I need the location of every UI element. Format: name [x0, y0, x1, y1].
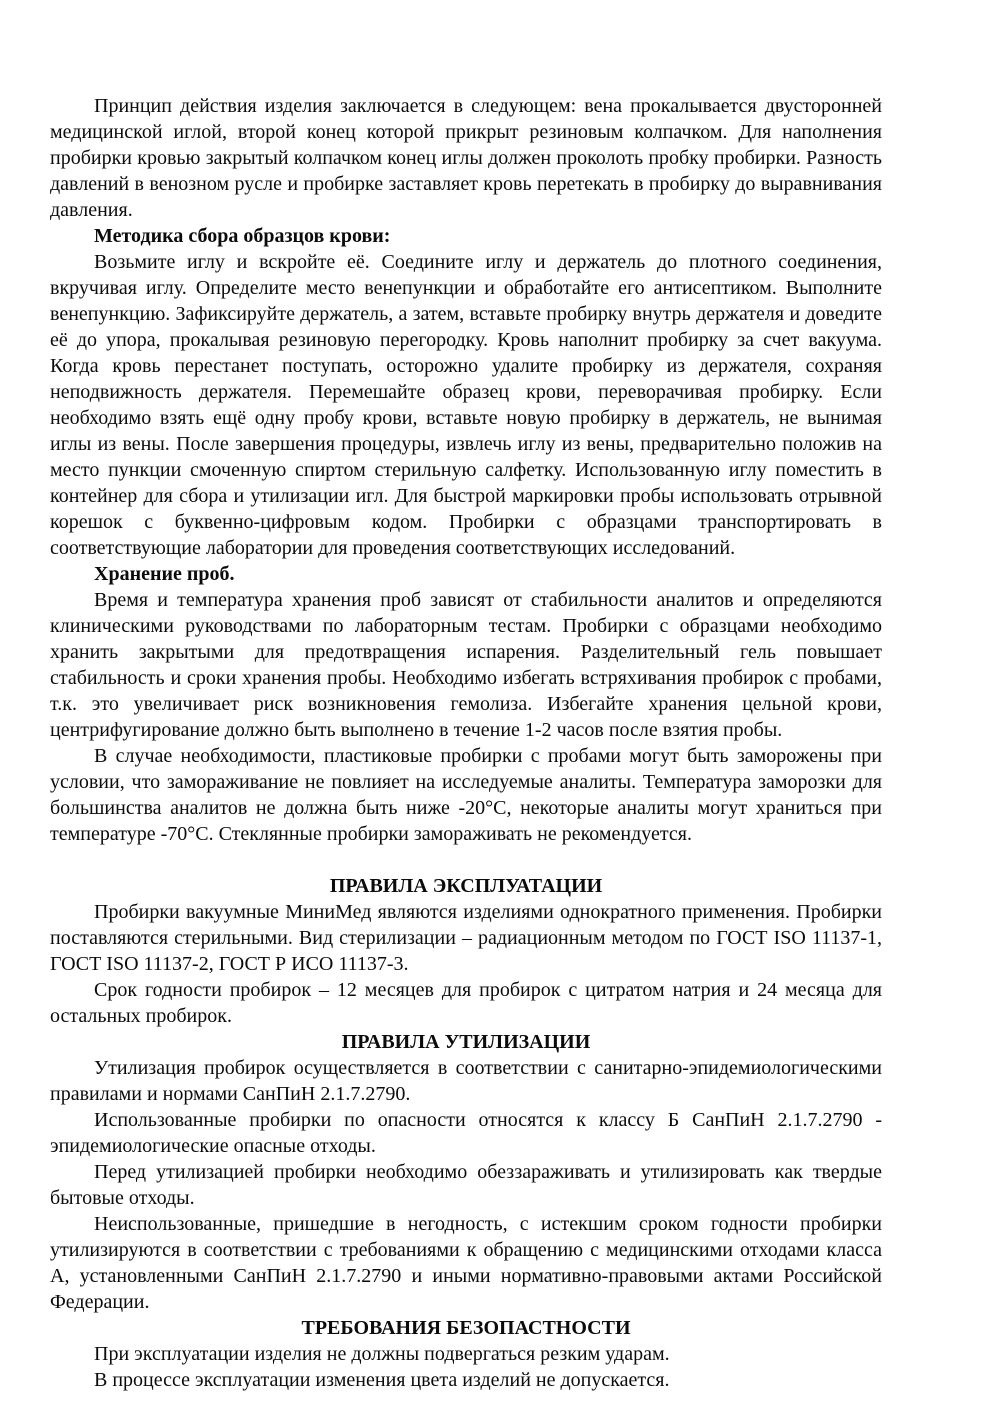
paragraph-decontamination: Перед утилизацией пробирки необходимо обеззараживать и утилизировать как твердые бытовые отходы.: [50, 1161, 882, 1209]
paragraph-disposal-sanpin: Утилизация пробирок осуществляется в соответствии с санитарно-эпидемиологическими правилами и нормами СанПиН 2.1.7.2790.: [50, 1057, 882, 1105]
paragraph-collection-procedure: Возьмите иглу и вскройте её. Соедините иглу и держатель до плотного соединения, вкручивая иглу. Определите место венепункции и обработайте его антисептиком. Выполните венепункцию. Зафиксируйте держатель, а затем, вставьте пробирку внутрь держателя и доведите её до упора, прокалывая резиновую перегородку. Кровь наполнит пробирку за счет вакуума. Когда кровь перестанет поступать, осторожно удалите пробирку из держателя, сохраняя неподвижность держателя. Перемешайте образец крови, переворачивая пробирку. Если необходимо взять ещё одну пробу крови, вставьте новую пробирку в держатель, не вынимая иглы из вены. После завершения процедуры, извлечь иглу из вены, предварительно положив на место пункции смоченную спиртом стерильную салфетку. Использованную иглу поместить в контейнер для сбора и утилизации игл. Для быстрой маркировки пробы использовать отрывной корешок с буквенно-цифровым кодом. Пробирки с образцами транспортировать в соответствующие лаборатории для проведения соответствующих исследований.: [50, 251, 882, 559]
heading-sample-storage: Хранение проб.: [94, 563, 235, 585]
paragraph-storage-conditions: Время и температура хранения проб зависят от стабильности аналитов и определяются клиническими руководствами по лабораторным тестам. Пробирки с образцами необходимо хранить закрытыми для предотвращения испарения. Разделительный гель повышает стабильность и сроки хранения пробы. Необходимо избегать встряхивания пробирок с пробами, т.к. это увеличивает риск возникновения гемолиза. Избегайте хранения цельной крови, центрифугирование должно быть выполнено в течение 1-2 часов после взятия пробы.: [50, 589, 882, 741]
heading-blood-collection-method: Методика сбора образцов крови:: [94, 225, 391, 247]
paragraph-shelf-life: Срок годности пробирок – 12 месяцев для пробирок с цитратом натрия и 24 месяца для остальных пробирок.: [50, 979, 882, 1027]
heading-operation-rules: ПРАВИЛА ЭКСПЛУАТАЦИИ: [329, 875, 603, 897]
paragraph-no-color-change: В процессе эксплуатации изменения цвета изделий не допускается.: [94, 1369, 670, 1391]
heading-safety-requirements: ТРЕБОВАНИЯ БЕЗОПАСТНОСТИ: [301, 1317, 631, 1339]
paragraph-freezing: В случае необходимости, пластиковые пробирки с пробами могут быть заморожены при условии, что замораживание не повлияет на исследуемые аналиты. Температура заморозки для большинства аналитов не должна быть ниже -20°С, некоторые аналиты могут храниться при температуре -70°С. Стеклянные пробирки замораживать не рекомендуется.: [50, 745, 882, 845]
paragraph-single-use-sterilization: Пробирки вакуумные МиниМед являются изделиями однократного применения. Пробирки поставляются стерильными. Вид стерилизации – радиационным методом по ГОСТ ISO 11137-1, ГОСТ ISO 11137-2, ГОСТ Р ИСО 11137-3.: [50, 901, 882, 975]
paragraph-class-b-waste: Использованные пробирки по опасности относятся к классу Б СанПиН 2.1.7.2790 - эпидемиологические опасные отходы.: [50, 1109, 882, 1157]
paragraph-no-sharp-impacts: При эксплуатации изделия не должны подвергаться резким ударам.: [94, 1343, 670, 1365]
paragraph-principle: Принцип действия изделия заключается в следующем: вена прокалывается двусторонней медицинской иглой, второй конец которой прикрыт резиновым колпачком. Для наполнения пробирки кровью закрытый колпачком конец иглы должен проколоть пробку пробирки. Разность давлений в венозном русле и пробирке заставляет кровь перетекать в пробирку до выравнивания давления.: [50, 95, 882, 221]
paragraph-unused-tubes-disposal: Неиспользованные, пришедшие в негодность, с истекшим сроком годности пробирки утилизируются в соответствии с требованиями к обращению с медицинскими отходами класса А, установленными СанПиН 2.1.7.2790 и иными нормативно-правовыми актами Российской Федерации.: [50, 1213, 882, 1313]
heading-disposal-rules: ПРАВИЛА УТИЛИЗАЦИИ: [341, 1031, 591, 1053]
